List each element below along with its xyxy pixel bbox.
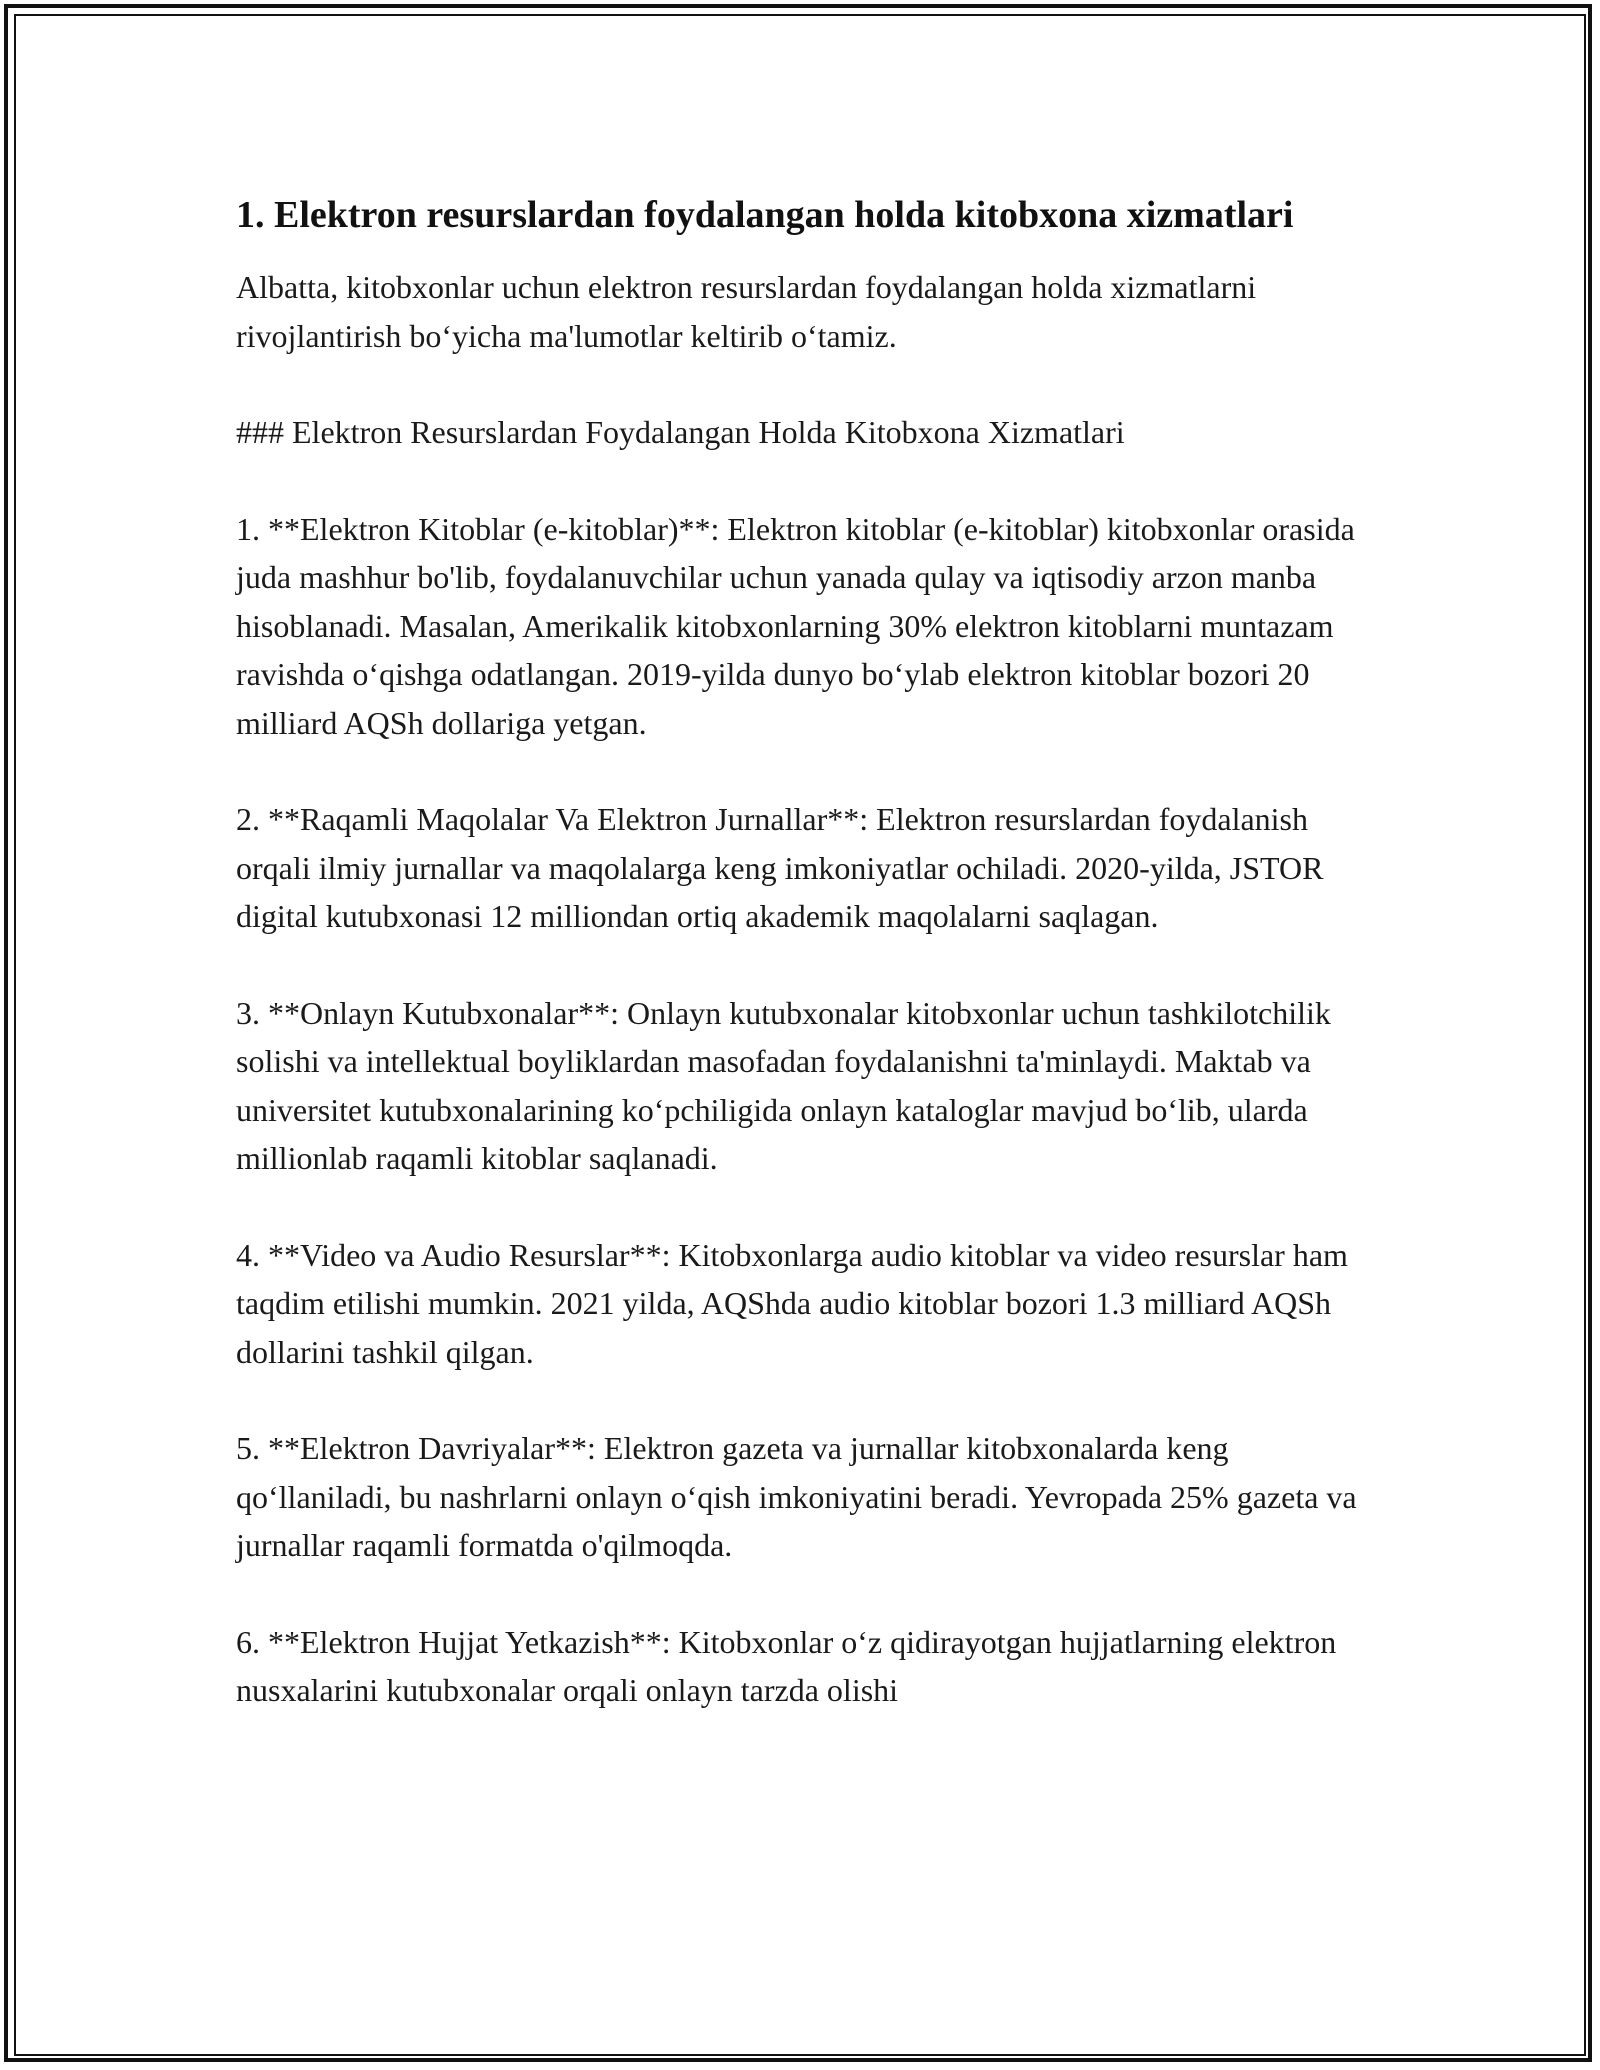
document-body: [236, 188, 1366, 1763]
list-item-document-delivery: 6. **Elektron Hujjat Yetkazish**: Kitobxonlar o‘z qidirayotgan hujjatlarning elektron nusxalarini kutubxonalar orqali onlayn tarzda olishi: [236, 1623, 1337, 1708]
document-title: 1. Elektron resurslardan foydalangan holda kitobxona xizmatlari: [236, 194, 1294, 236]
list-item-electronic-periodicals: 5. **Elektron Davriyalar**: Elektron gazeta va jurnallar kitobxonalarda keng qo‘llaniladi, bu nashrlarni onlayn o‘qish imkoniyatini beradi. Yevropada 25% gazeta va jurnallar raqamli formatda o'qilmoqda.: [236, 1430, 1357, 1563]
list-item-video-audio: 4. **Video va Audio Resurslar**: Kitobxonlarga audio kitoblar va video resurslar ham taqdim etilishi mumkin. 2021 yilda, AQShda audio kitoblar bozori 1.3 milliard AQSh dollarini tashkil qilgan.: [236, 1236, 1348, 1370]
intro-paragraph: Albatta, kitobxonlar uchun elektron resurslardan foydalangan holda xizmatlarni rivojlantirish bo‘yicha ma'lumotlar keltirib o‘tamiz.: [236, 269, 1257, 354]
list-item-digital-articles: 2. **Raqamli Maqolalar Va Elektron Jurnallar**: Elektron resurslardan foydalanish orqali ilmiy jurnallar va maqolalarga keng imkoniyatlar ochiladi. 2020-yilda, JSTOR digital kutubxonasi 12 milliondan ortiq akademik maqolalarni saqlagan.: [236, 801, 1324, 934]
list-item-online-libraries: 3. **Onlayn Kutubxonalar**: Onlayn kutubxonalar kitobxonlar uchun tashkilotchilik solishi va intellektual boyliklardan masofadan foydalanishni ta'minlaydi. Maktab va universitet kutubxonalarining ko‘pchiligida onlayn kataloglar mavjud bo‘lib, ularda millionlab raqamli kitoblar saqlanadi.: [236, 994, 1331, 1176]
list-item-ebooks: 1. **Elektron Kitoblar (e-kitoblar)**: Elektron kitoblar (e-kitoblar) kitobxonlar orasida juda mashhur bo'lib, foydalanuvchilar uchun yanada qulay va iqtisodiy arzon manba hisoblanadi. Masalan, Amerikalik kitobxonlarning 30% elektron kitoblarni muntazam ravishda o‘qishga odatlangan. 2019-yilda dunyo bo‘ylab elektron kitoblar bozori 20 milliard AQSh dollariga yetgan.: [236, 510, 1355, 741]
section-heading-paragraph: ### Elektron Resurslardan Foydalangan Holda Kitobxona Xizmatlari: [236, 414, 1125, 450]
